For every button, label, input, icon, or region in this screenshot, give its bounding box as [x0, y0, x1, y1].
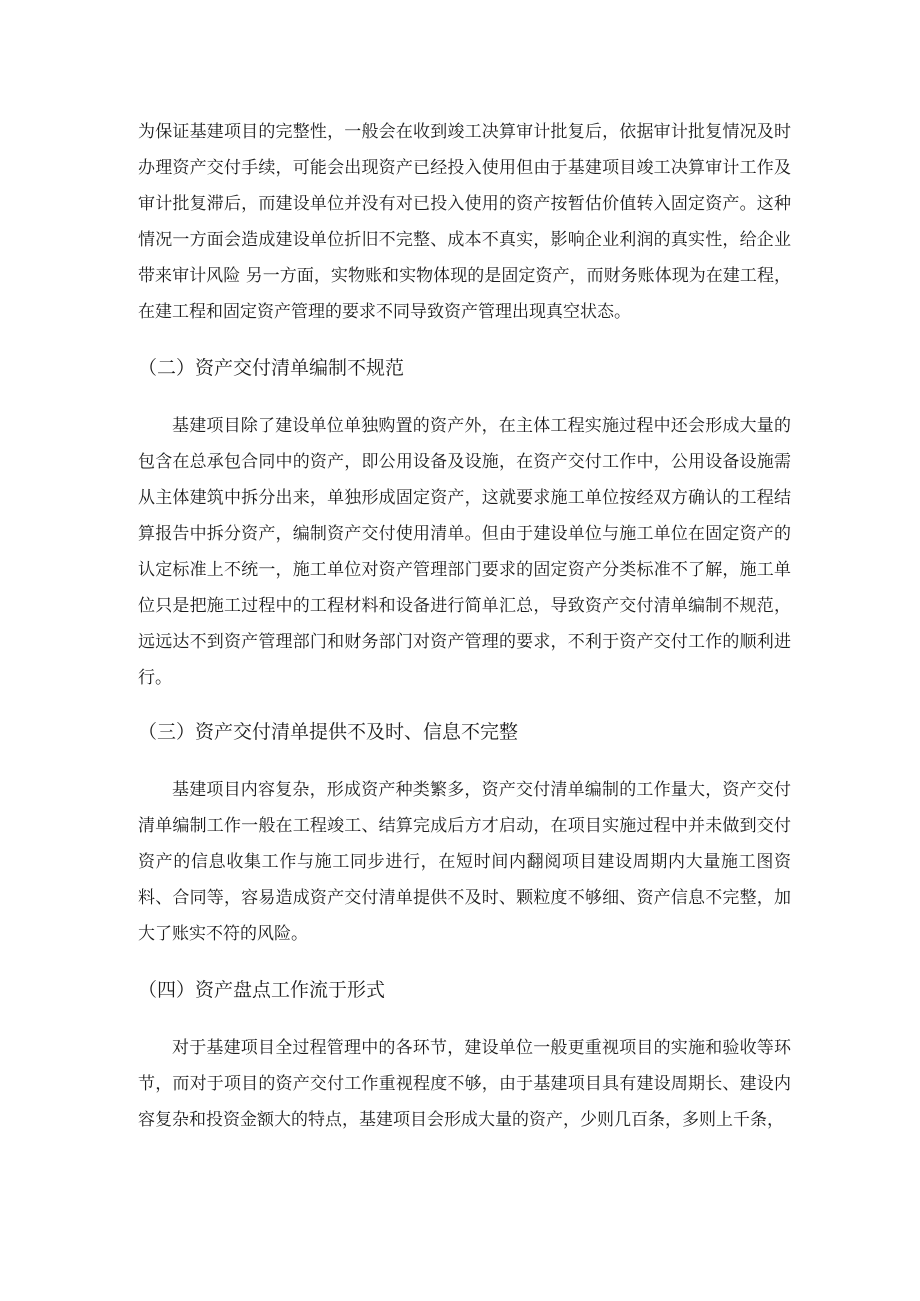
section-heading-2: （二）资产交付清单编制不规范 [138, 357, 405, 379]
section-heading-4: （四）资产盘点工作流于形式 [138, 979, 386, 1001]
paragraph-handover-list-nonstandard: 基建项目除了建设单位单独购置的资产外，在主体工程实施过程中还会形成大量的包含在总承包合同中的资产，即公用设备及设施，在资产交付工作中，公用设备设施需从主体建筑中拆分出来，单独形成固定资产，这就要求施工单位按经双方确认的工程结算报告中拆分资产，编制资产交付使用清单。但由于建设单位与施工单位在固定资产的认定标准上不统一，施工单位对资产管理部门要求的固定资产分类标准不了解，施工单位只是把施工过程中的工程材料和设备进行简单汇总，导致资产交付清单编制不规范，远远达不到资产管理部门和财务部门对资产管理的要求，不利于资产交付工作的顺利进行。 [138, 416, 791, 688]
paragraph-inventory-formality: 对于基建项目全过程管理中的各环节，建设单位一般更重视项目的实施和验收等环节，而对于项目的资产交付工作重视程度不够，由于基建项目具有建设周期长、建设内容复杂和投资金额大的特点，基建项目会形成大量的资产，少则几百条，多则上千条， [138, 1038, 791, 1130]
document-page [138, 114, 791, 1138]
paragraph-handover-list-incomplete: 基建项目内容复杂，形成资产种类繁多，资产交付清单编制的工作量大，资产交付清单编制工作一般在工程竣工、结算完成后方才启动，在项目实施过程中并未做到交付资产的信息收集工作与施工同步进行，在短时间内翻阅项目建设周期内大量施工图资料、合同等，容易造成资产交付清单提供不及时、颗粒度不够细、资产信息不完整，加大了账实不符的风险。 [138, 780, 791, 944]
paragraph-asset-handover-timing: 为保证基建项目的完整性，一般会在收到竣工决算审计批复后，依据审计批复情况及时办理资产交付手续，可能会出现资产已经投入使用但由于基建项目竣工决算审计工作及审计批复滞后，而建设单位并没有对已投入使用的资产按暂估价值转入固定资产。这种情况一方面会造成建设单位折旧不完整、成本不真实，影响企业利润的真实性，给企业带来审计风险 另一方面，实物账和实物体现的是固定资产，而财务账体现为在建工程，在建工程和固定资产管理的要求不同导致资产管理出现真空状态。 [138, 122, 791, 322]
section-heading-3: （三）资产交付清单提供不及时、信息不完整 [138, 721, 519, 743]
